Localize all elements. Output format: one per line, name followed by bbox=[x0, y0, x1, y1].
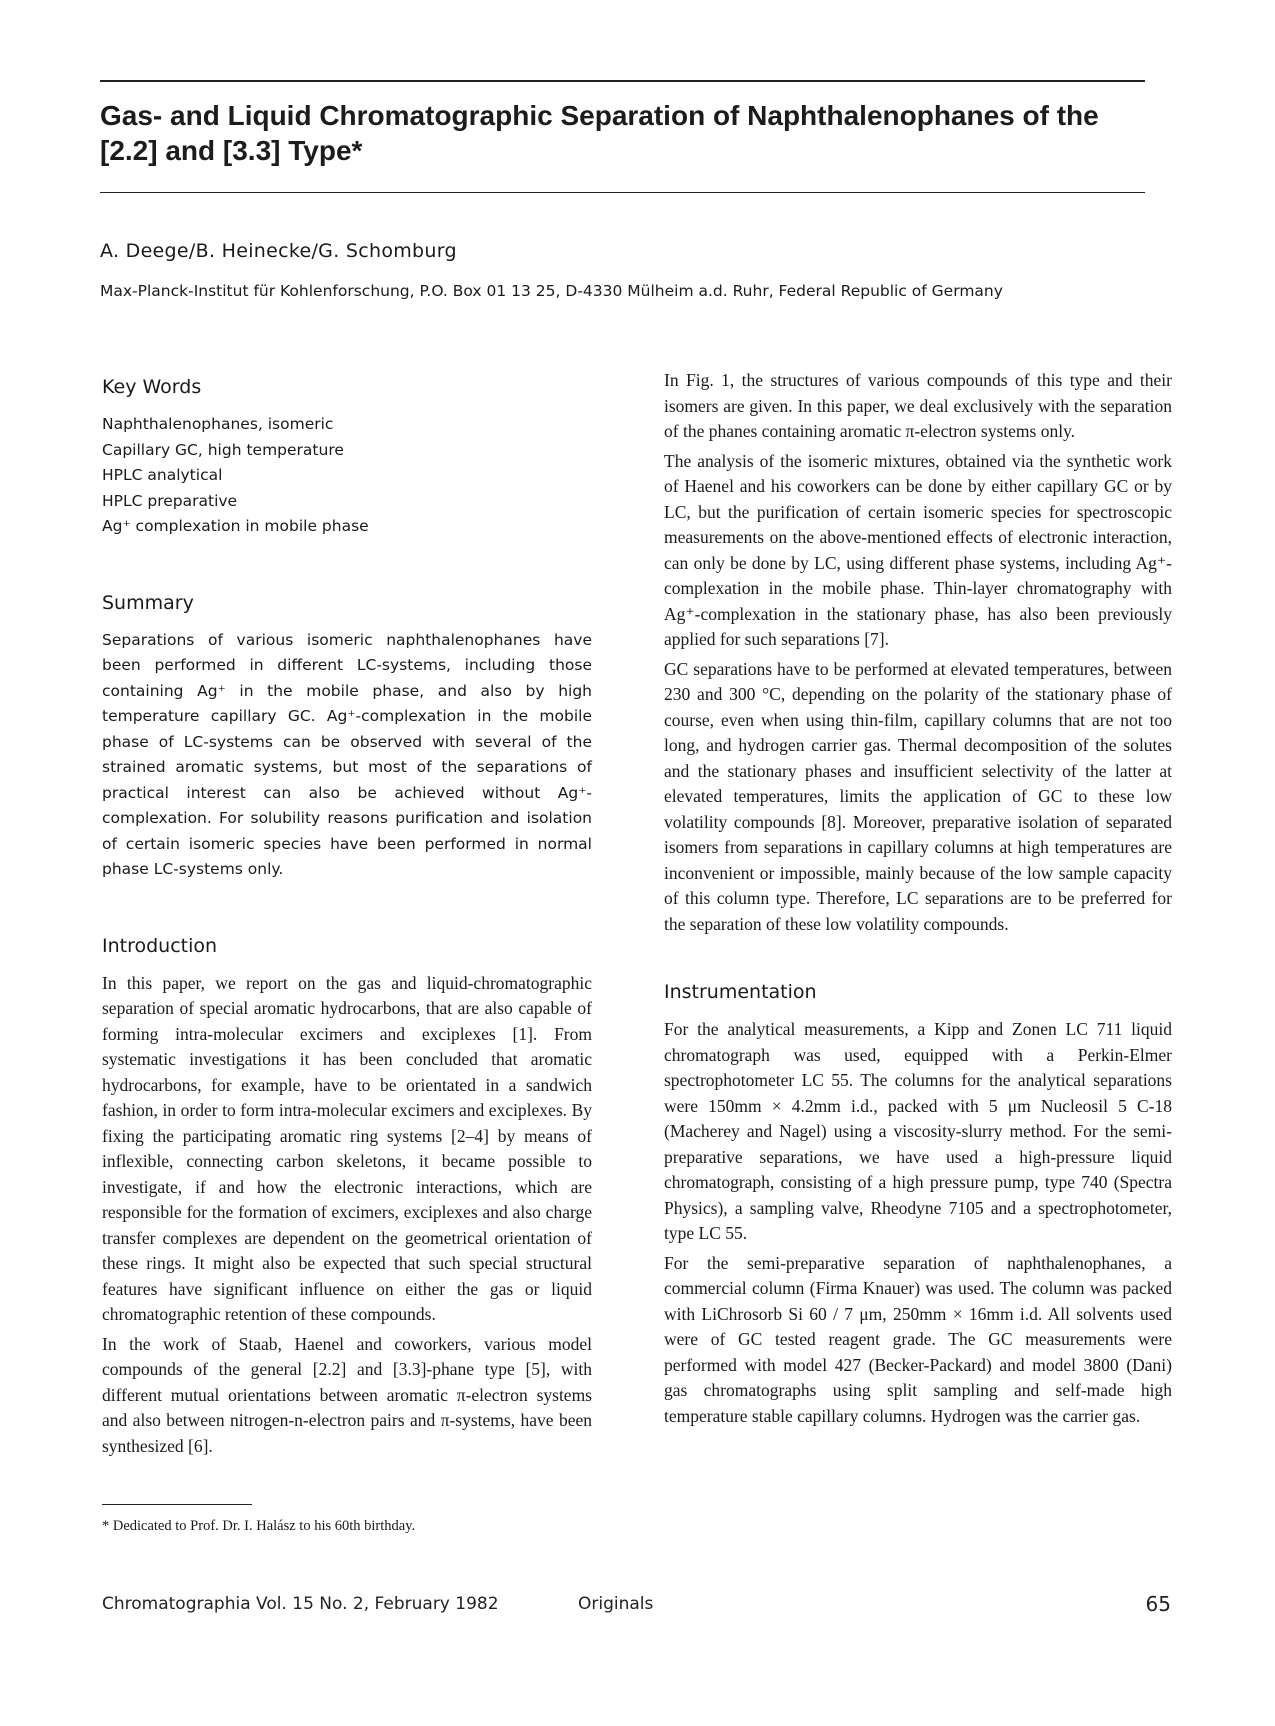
keyword-item: HPLC analytical bbox=[102, 466, 223, 484]
paper-title: Gas- and Liquid Chromatographic Separation of Naphthalenophanes of the [2.2] and [3.3] Type* bbox=[100, 100, 1099, 166]
top-rule bbox=[100, 80, 1145, 82]
footnote-rule bbox=[102, 1504, 252, 1505]
introduction-heading: Introduction bbox=[102, 934, 218, 957]
keywords-list bbox=[102, 412, 592, 540]
journal-citation: Chromatographia Vol. 15 No. 2, February 1982 bbox=[102, 1594, 499, 1614]
body-paragraph: The analysis of the isomeric mixtures, obtained via the synthetic work of Haenel and his coworkers can be done by either capillary GC or by LC, but the purification of certain isomeric species for spectroscopic measurements on the above-mentioned effects of electronic interaction, can only be done by LC, using different phase systems, including Ag⁺-complexation in the mobile phase. Thin-layer chromatography with Ag⁺-complexation in the stationary phase, has also been previously applied for such separations [7]. bbox=[664, 450, 1172, 649]
body-paragraph: GC separations have to be performed at elevated temperatures, between 230 and 300 °C, depending on the polarity of the stationary phase of course, even when using thin-film, capillary columns that are not too long, and hydrogen carrier gas. Thermal decomposition of the solutes and the stationary phases and insufficient selectivity of the latter at elevated temperatures, limits the application of GC to these low volatility compounds [8]. Moreover, preparative isolation of separated isomers from separations in capillary columns at high temperatures are inconvenient or impossible, mainly because of the low sample capacity of this column type. Therefore, LC separations are to be preferred for the separation of these low volatility compounds. bbox=[664, 658, 1172, 934]
instrumentation-paragraph: For the analytical measurements, a Kipp and Zonen LC 711 liquid chromatograph was used, equipped with a Perkin-Elmer spectrophotometer LC 55. The columns for the analytical separations were 150mm × 4.2mm i.d., packed with 5 μm Nucleosil 5 C-18 (Macherey and Nagel) using a viscosity-slurry method. For the semi-preparative separations, we have used a high-pressure liquid chromatograph, consisting of a high pressure pump, type 740 (Spectra Physics), a sampling valve, Rheodyne 7105 and a spectrophotometer, type LC 55. bbox=[664, 1019, 1172, 1243]
page-number: 65 bbox=[1145, 1592, 1171, 1616]
introduction-paragraph: In this paper, we report on the gas and liquid-chromatographic separation of special aromatic hydrocarbons, that are also capable of forming intra-molecular excimers and exciplexes [1]. From systematic investigations it has been concluded that aromatic hydrocarbons, for example, have to be orientated in a sandwich fashion, in order to form intra-molecular excimers and exciplexes. By fixing the participating aromatic ring systems [2–4] by means of inflexible, connecting carbon skeletons, it became possible to investigate, if and how the electronic interactions, which are responsible for the formation of excimers, exciplexes and also charge transfer complexes are dependent on the geometrical orientation of these rings. It might also be expected that such special structural features have significant influence on either the gas or liquid chromatographic retention of these compounds. bbox=[102, 972, 592, 1324]
keyword-item: Capillary GC, high temperature bbox=[102, 440, 344, 459]
keyword-item: HPLC preparative bbox=[102, 491, 238, 510]
affiliation: Max-Planck-Institut für Kohlenforschung, P.O. Box 01 13 25, D-4330 Mülheim a.d. Ruhr, Federal Republic of Germany bbox=[100, 282, 1003, 300]
left-column bbox=[102, 376, 592, 1463]
instrumentation-heading: Instrumentation bbox=[664, 981, 817, 1003]
instrumentation-paragraph: For the semi-preparative separation of naphthalenophanes, a commercial column (Firma Knauer) was used. The column was packed with LiChrosorb Si 60 / 7 μm, 250mm × 16mm i.d. All solvents used were of GC tested reagent grade. The GC measurements were performed with model 427 (Becker-Packard) and model 3800 (Dani) gas chromatographs using split sampling and self-made high temperature stable capillary columns. Hydrogen was the carrier gas. bbox=[664, 1252, 1172, 1426]
authors: A. Deege/B. Heinecke/G. Schomburg bbox=[100, 240, 457, 262]
keyword-item: Ag⁺ complexation in mobile phase bbox=[102, 517, 369, 535]
right-column bbox=[664, 368, 1172, 1433]
keywords-heading: Key Words bbox=[102, 376, 202, 398]
keyword-item: Naphthalenophanes, isomeric bbox=[102, 415, 334, 433]
section-label: Originals bbox=[578, 1594, 654, 1614]
footnote: * Dedicated to Prof. Dr. I. Halász to his 60th birthday. bbox=[102, 1518, 416, 1534]
body-paragraph: In Fig. 1, the structures of various compounds of this type and their isomers are given. In this paper, we deal exclusively with the separation of the phanes containing aromatic π-electron systems only. bbox=[664, 370, 1172, 441]
summary-heading: Summary bbox=[102, 591, 194, 614]
summary-text: Separations of various isomeric naphthalenophanes have been performed in different LC-systems, including those containing Ag⁺ in the mobile phase, and also by high temperature capillary GC. Ag⁺-complexation in the mobile phase of LC-systems can be observed with several of the strained aromatic systems, but most of the separations of practical interest can also be achieved without Ag⁺-complexation. For solubility reasons purification and isolation of certain isomeric species have been performed in normal phase LC-systems only. bbox=[102, 630, 592, 878]
introduction-paragraph: In the work of Staab, Haenel and coworkers, various model compounds of the general [2.2] and [3.3]-phane type [5], with different mutual orientations between aromatic π-electron systems and also between nitrogen-n-electron pairs and π-systems, have been synthesized [6]. bbox=[102, 1333, 592, 1456]
title-rule bbox=[100, 192, 1145, 193]
